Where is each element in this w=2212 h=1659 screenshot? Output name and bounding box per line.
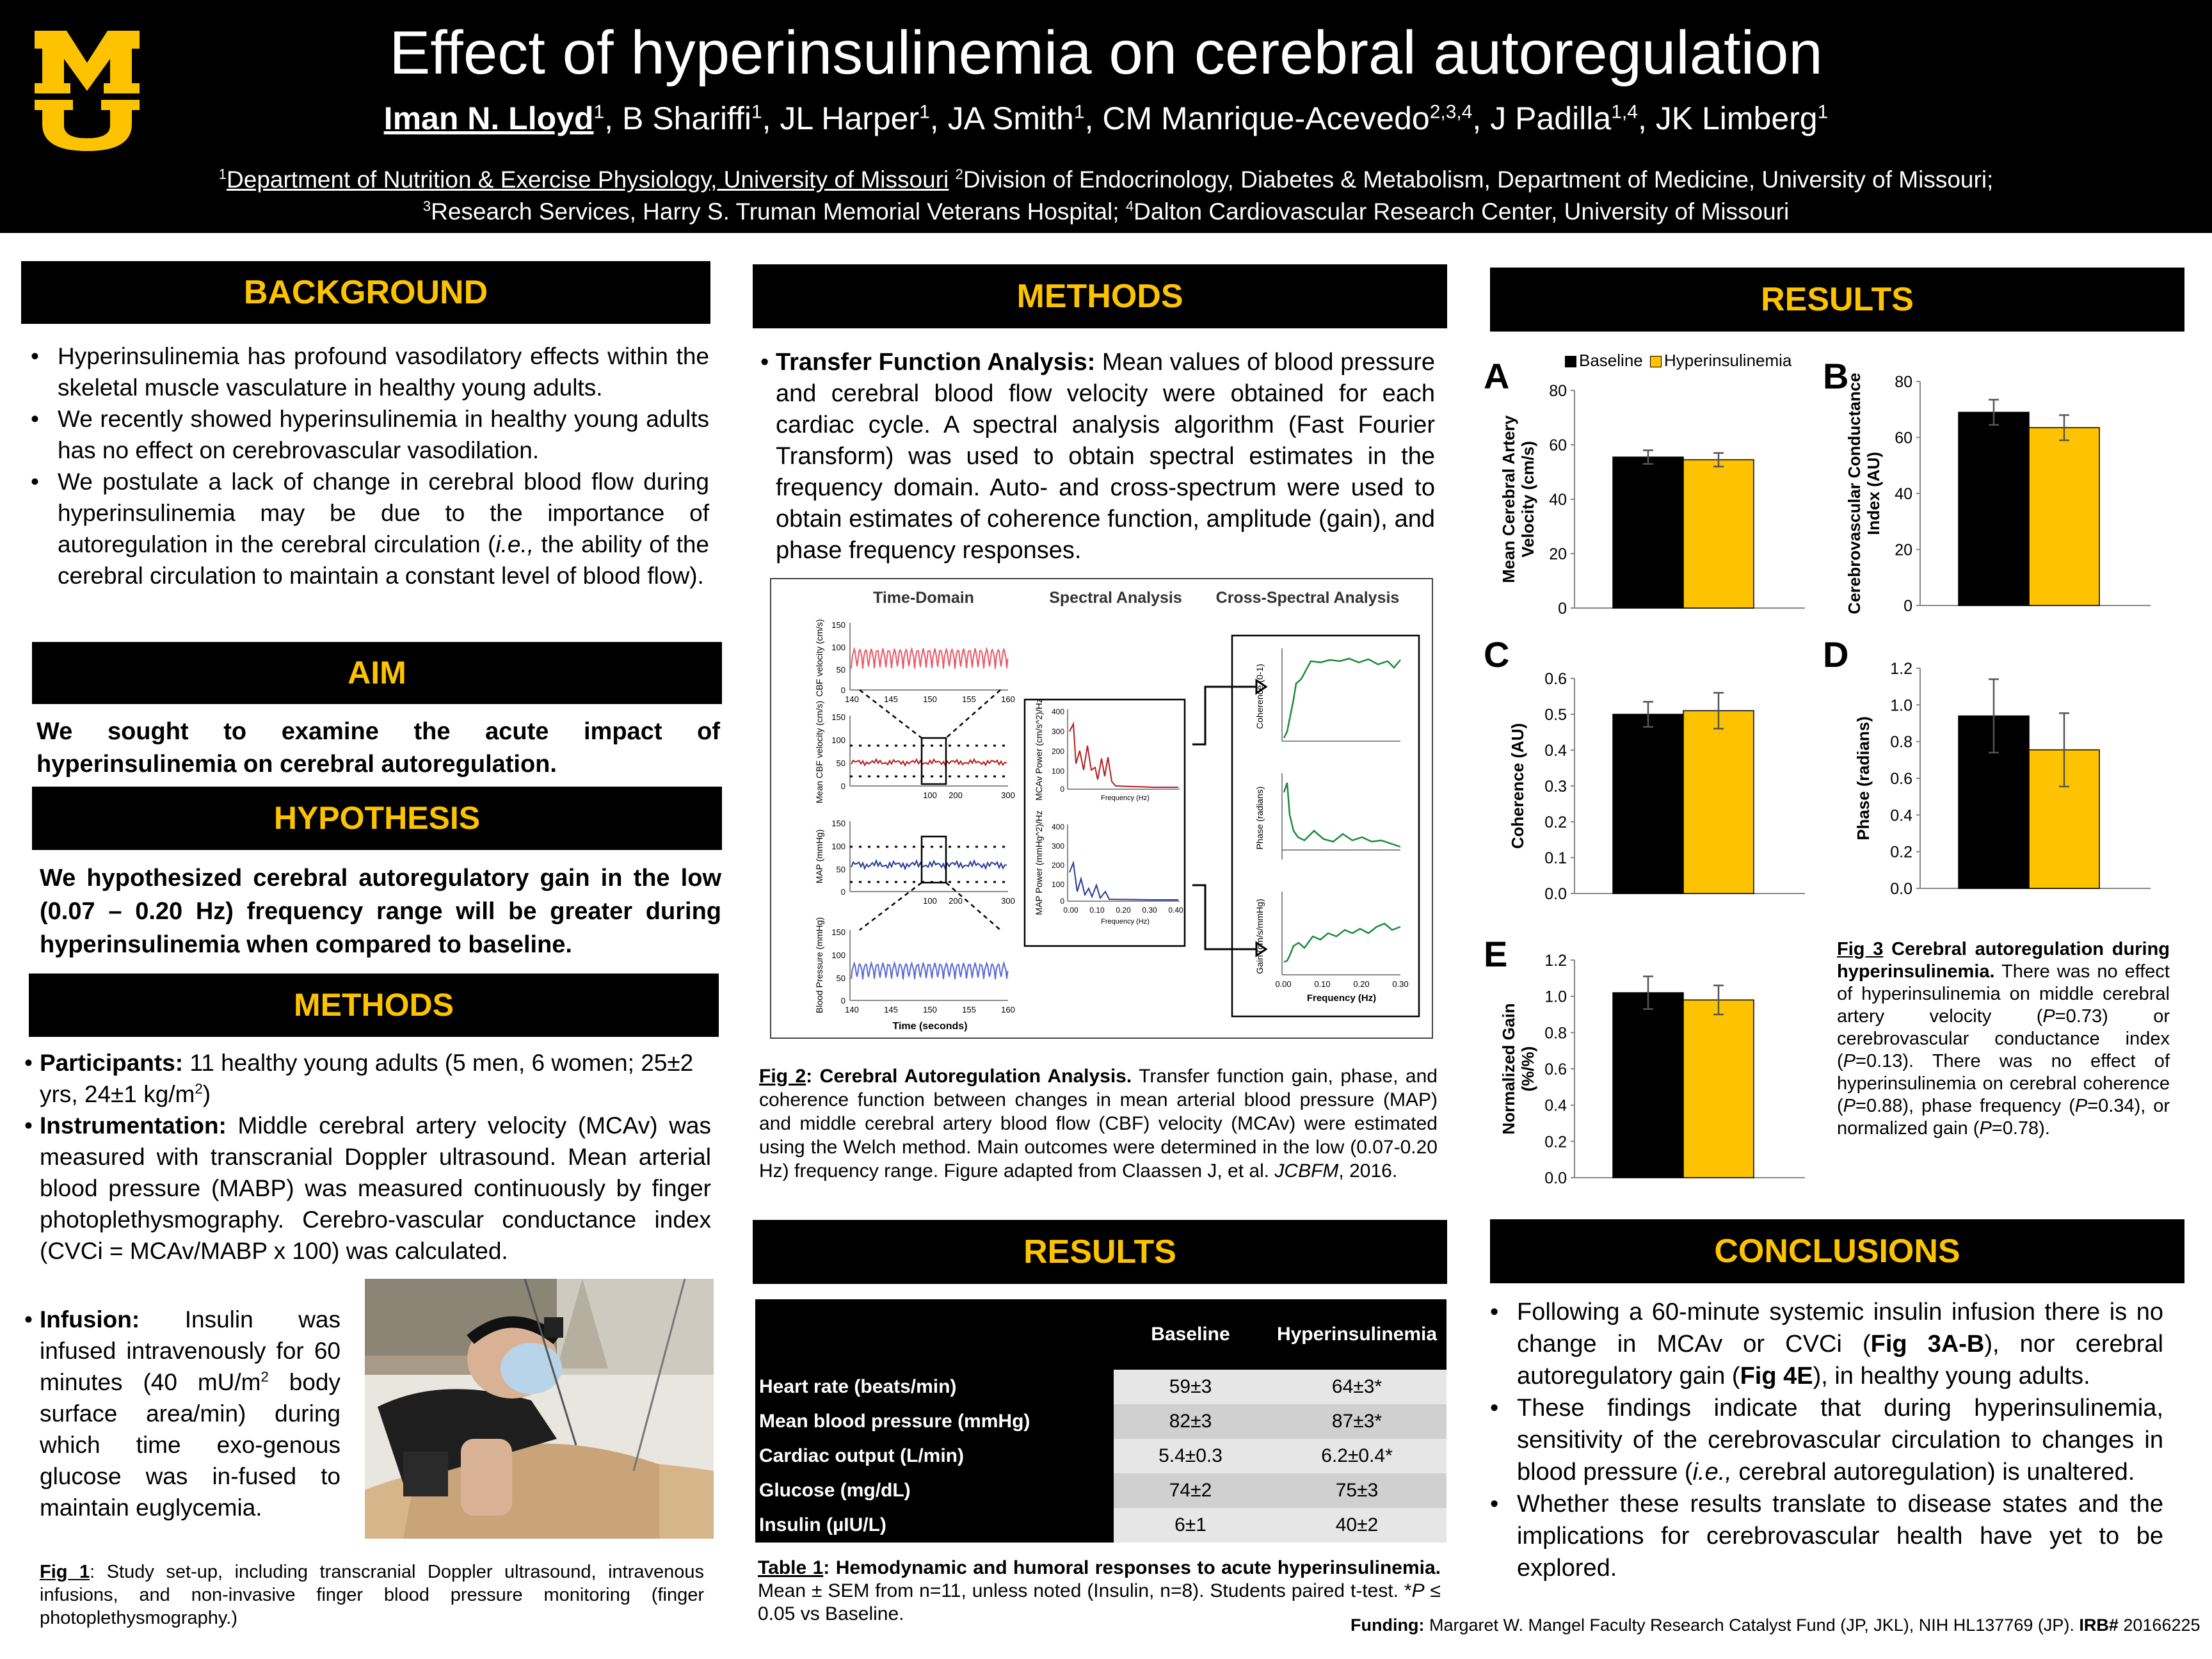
bar-hyperinsulinemia <box>1683 460 1754 608</box>
y-axis-label-line: Normalized Gain <box>1499 1003 1518 1135</box>
tick-label: 80 <box>1549 382 1567 400</box>
tick-label: 40 <box>1895 485 1912 503</box>
caption-italic: P <box>2074 1096 2088 1116</box>
list-item <box>24 1047 711 1110</box>
bar-baseline <box>1613 714 1683 894</box>
tick-label: 0.4 <box>1544 1096 1567 1115</box>
table-row <box>755 1473 1447 1508</box>
irb-label: IRB# <box>2079 1615 2119 1635</box>
table-row <box>755 1508 1447 1543</box>
infusion-text: body surface area/min) during which time exo-genous glucose was in-fused to maintain euglycemia. <box>40 1369 341 1521</box>
axis-label: MAP (mmHg) <box>814 829 824 884</box>
list-item-text: We postulate a lack of change in cerebral blood flow during hyperinsulinemia may be due to the importance of autoregulation in the cerebral circulation ( <box>58 469 709 557</box>
tick-label: 150 <box>923 694 937 704</box>
y-axis-label-line: Velocity (cm/s) <box>1518 440 1537 558</box>
row-label: Heart rate (beats/min) <box>755 1370 1114 1404</box>
tick-label: 200 <box>1051 861 1064 870</box>
affiliation-number: 4 <box>1125 198 1134 214</box>
tick-label: 0.6 <box>1890 770 1912 788</box>
figure-ref: Fig 4E <box>1740 1363 1813 1390</box>
fig2-caption <box>759 1064 1438 1183</box>
y-axis-label <box>1499 1003 1537 1134</box>
table-row <box>755 1370 1447 1404</box>
tick-label: 20 <box>1895 541 1912 559</box>
caption-text: ≤ 0.05 vs Baseline. <box>758 1580 1441 1624</box>
tick-label: 0.4 <box>1890 806 1912 825</box>
panel-letter-c: C <box>1484 634 1510 675</box>
list-item-text: ), nor cerebral autoregulatory gain ( <box>1517 1331 2163 1390</box>
list-item-emphasis: i.e., <box>1692 1459 1732 1486</box>
y-axis-label-line: Cerebrovascular Conductance <box>1845 373 1864 614</box>
author-affiliation: 1 <box>1817 101 1829 123</box>
list-item <box>1484 1296 2163 1392</box>
table-row <box>755 1439 1447 1473</box>
tick-label: 0 <box>1060 897 1064 906</box>
infusion-text: Insulin was infused intravenously for 60 minutes (40 mU/m <box>40 1306 341 1395</box>
tfa-list <box>760 347 1435 566</box>
instrumentation-text: Middle cerebral artery velocity (MCAv) was measured with transcranial Doppler ultrasound. Mean arterial blood pressure (MABP) was measured continuously by finger photoplethysmography. Cerebro-vascular conductance index (CVCi = MCAv/MABP x 100) was calculated. <box>40 1112 711 1264</box>
panel-letter-a: A <box>1484 356 1510 396</box>
poster-header <box>0 0 2212 233</box>
superscript: 2 <box>195 1080 203 1097</box>
y-axis-label: Coherence (AU) <box>1508 723 1527 849</box>
hyper-value: 64±3* <box>1267 1370 1447 1404</box>
affiliation-line-2 <box>0 196 2212 228</box>
tick-label: 0 <box>1903 597 1912 615</box>
tick-label: 140 <box>845 694 859 704</box>
tick-label: 100 <box>831 643 846 652</box>
bar-chart-c <box>1485 666 1818 922</box>
list-item-text: Following a 60-minute systemic insulin infusion there is no change in MCAv or CVCi ( <box>1517 1299 2163 1358</box>
tick-label: 140 <box>845 1005 859 1014</box>
caption-text: =0.78). <box>1991 1118 2050 1139</box>
tick-label: 160 <box>1001 694 1015 704</box>
funding-label: Funding: <box>1350 1615 1425 1635</box>
tick-label: 300 <box>1051 727 1064 736</box>
tick-label: 300 <box>1001 896 1015 906</box>
table-header-row <box>755 1299 1447 1370</box>
bar-chart-a <box>1485 371 1818 621</box>
fig2-diagram <box>770 578 1433 1039</box>
list-item: • Whether these results translate to disease states and the implications for cerebrovascular health have yet to be explored. <box>1484 1488 2163 1584</box>
tick-label: 40 <box>1549 491 1567 509</box>
row-label: Insulin (µIU/L) <box>755 1508 1114 1543</box>
author-name: JA Smith <box>947 100 1074 136</box>
tick-label: 60 <box>1895 429 1912 447</box>
caption-text: : Study set-up, including transcranial Doppler ultrasound, intravenous infusions, and non-invasive finger blood pressure monitoring (finger photoplethysmography.) <box>40 1562 704 1628</box>
tick-label: 0.4 <box>1544 742 1567 760</box>
aim-text: We sought to examine the acute impact of hyperinsulinemia on cerebral autoregulation. <box>36 718 720 778</box>
methods-heading-left: METHODS <box>29 974 719 1037</box>
tick-label: 50 <box>836 865 846 874</box>
author-affiliation: 1 <box>751 101 762 123</box>
caption-italic: P <box>1843 1051 1856 1071</box>
axis-label: MCAv Power (cm/s^2)/Hz <box>1034 698 1044 801</box>
caption-italic: P <box>1843 1096 1856 1116</box>
participants-text-end: ) <box>202 1081 211 1107</box>
axis-label: Phase (radians) <box>1254 786 1265 850</box>
tick-label: 145 <box>884 694 898 704</box>
y-axis-label <box>1845 373 1883 614</box>
hypothesis-text: We hypothesized cerebral autoregulatory gain in the low (0.07 – 0.20 Hz) frequency range will be greater during hyperinsulinemia when compared to baseline. <box>40 865 721 958</box>
list-item-text: These findings indicate that during hyperinsulinemia, sensitivity of the cerebrovascular circulation to changes in blood pressure ( <box>1517 1395 2163 1486</box>
panel-letter-e: E <box>1484 934 1508 974</box>
tick-label: 150 <box>831 927 846 937</box>
caption-journal: JCBFM <box>1274 1160 1339 1182</box>
background-list <box>24 341 709 591</box>
list-item <box>1484 1392 2163 1488</box>
tick-label: 400 <box>1051 707 1064 716</box>
tick-label: 0.2 <box>1890 843 1912 862</box>
aim-heading: AIM <box>32 642 722 704</box>
tick-label: 400 <box>1051 822 1064 831</box>
tick-label: 0 <box>1558 600 1567 618</box>
author-affiliation: 1,4 <box>1611 101 1638 123</box>
tick-label: 0.2 <box>1544 1133 1567 1151</box>
tick-label: 0.0 <box>1544 885 1567 903</box>
tick-label: 0.6 <box>1544 1061 1567 1078</box>
tick-label: 0 <box>840 887 846 897</box>
caption-label: Fig 3 <box>1837 939 1884 959</box>
list-item <box>24 466 709 591</box>
participants-label: Participants: <box>40 1050 184 1076</box>
caption-italic: P <box>1979 1118 1992 1139</box>
affiliation-number: 1 <box>218 166 227 182</box>
caption-italic: P <box>1411 1580 1425 1601</box>
poster-title: Effect of hyperinsulinemia on cerebral autoregulation <box>389 19 1823 87</box>
caption-text: Transfer function gain, phase, and coherence function between changes in mean arterial blood pressure (MAP) and middle cerebral artery blood flow (CBF) velocity (MCAv) were estimated using the Welch method. Main outcomes were determined in the low (0.07-0.20 Hz) frequency range. Figure adapted from Claassen J, et al. <box>759 1066 1438 1182</box>
tick-label: 100 <box>1051 767 1064 776</box>
tick-label: 100 <box>923 896 937 906</box>
results-heading-right: RESULTS <box>1490 268 2184 332</box>
results-heading-mid: RESULTS <box>753 1220 1447 1284</box>
tick-label: 0.3 <box>1544 778 1567 796</box>
axis-label: CBF velocity (cm/s) <box>814 619 824 697</box>
legend-swatch-hyper <box>1650 356 1662 367</box>
tick-label: 1.2 <box>1890 661 1912 678</box>
author-affiliation: 1 <box>1073 101 1085 123</box>
bar-hyperinsulinemia <box>1683 1000 1754 1178</box>
tfa-text: Mean values of blood pressure and cerebral blood flow velocity were obtained for each cardiac cycle. A spectral analysis algorithm (Fast Fourier Transform) was used to obtain spectral estimates in the frequency domain. Auto- and cross-spectrum were used to obtain estimates of coherence function, amplitude (gain), and phase frequency responses. <box>776 349 1435 564</box>
legend-swatch-baseline <box>1565 356 1576 367</box>
hypothesis-heading: HYPOTHESIS <box>32 787 722 850</box>
list-item-text: the ability of the cerebral circulation to maintain a constant level of blood flow). <box>58 531 710 589</box>
tick-label: 100 <box>1051 880 1064 889</box>
spectral-heading: Spectral Analysis <box>1049 589 1182 607</box>
tick-label: 100 <box>831 735 846 745</box>
hyper-value: 6.2±0.4* <box>1267 1439 1447 1473</box>
legend-label: Baseline <box>1579 351 1643 370</box>
tick-label: 0 <box>840 996 846 1006</box>
author-affiliation: 1 <box>919 101 930 123</box>
tick-label: 160 <box>1001 1005 1015 1014</box>
panel-letter-b: B <box>1823 356 1849 396</box>
legend-label: Hyperinsulinemia <box>1663 351 1792 370</box>
axis-label: Frequency (Hz) <box>1101 794 1150 802</box>
conclusions-list <box>1484 1296 2163 1584</box>
row-label: Mean blood pressure (mmHg) <box>755 1404 1114 1439</box>
list-item-emphasis: i.e., <box>495 531 534 557</box>
funding-note <box>1350 1615 2200 1635</box>
tick-label: 200 <box>1051 747 1064 756</box>
tick-label: 0.00 <box>1063 906 1078 915</box>
axis-label: Frequency (Hz) <box>1101 918 1150 926</box>
axis-label: Gain (cm/s/mmHg) <box>1254 899 1265 974</box>
bar-baseline <box>1959 412 2029 605</box>
hyper-value: 87±3* <box>1267 1404 1447 1439</box>
bar-chart-b <box>1824 370 2157 620</box>
tfa-label: Transfer Function Analysis: <box>776 349 1096 376</box>
infusion-list <box>24 1304 341 1523</box>
tick-label: 0.6 <box>1544 670 1567 688</box>
tick-label: 0.0 <box>1890 880 1912 898</box>
baseline-value: 74±2 <box>1114 1473 1267 1508</box>
author-name: CM Manrique-Acevedo <box>1102 100 1430 136</box>
tick-label: 155 <box>962 1005 976 1014</box>
tick-label: 0.00 <box>1275 979 1292 989</box>
y-axis-label-line: (%/%) <box>1518 1046 1537 1092</box>
panel-letter-d: D <box>1823 634 1849 675</box>
funding-text: Margaret W. Mangel Faculty Research Catalyst Fund (JP, JKL), NIH HL137769 (JP). <box>1424 1615 2080 1635</box>
tick-label: 0 <box>840 781 846 791</box>
list-item: • We recently showed hyperinsulinemia in healthy young adults has no effect on cerebrovascular vasodilation. <box>24 403 709 466</box>
caption-label: Table 1 <box>758 1557 824 1578</box>
hyper-value: 40±2 <box>1267 1508 1447 1543</box>
bar-hyperinsulinemia <box>1683 710 1754 894</box>
chart-legend <box>1565 351 1791 371</box>
caption-text: =0.73) or cerebrovascular conductance index ( <box>1837 1006 2170 1071</box>
superscript: 2 <box>260 1368 269 1385</box>
background-heading: BACKGROUND <box>21 261 710 324</box>
bar-chart-e <box>1485 952 1818 1190</box>
list-item <box>760 347 1435 566</box>
tick-label: 150 <box>831 712 846 722</box>
tick-label: 20 <box>1549 545 1567 563</box>
axis-label: Mean CBF velocity (cm/s) <box>814 700 824 804</box>
caption-title: Cerebral autoregulation during hyperinsulinemia. <box>1837 939 2170 982</box>
axis-label: MAP Power (mmHg^2)/Hz <box>1034 810 1044 915</box>
affiliation-line-1 <box>0 164 2212 196</box>
tick-label: 0.20 <box>1116 906 1131 915</box>
tick-label: 0.2 <box>1544 813 1567 831</box>
fig3-caption <box>1837 938 2170 1140</box>
tick-label: 60 <box>1549 437 1567 454</box>
table-header-cell: Baseline <box>1114 1299 1267 1370</box>
fig1-caption <box>40 1560 704 1630</box>
methods-list <box>24 1047 711 1267</box>
tick-label: 100 <box>831 950 846 960</box>
list-item <box>24 1304 341 1523</box>
caption-italic: P <box>2042 1006 2055 1027</box>
axis-label: Frequency (Hz) <box>1306 993 1377 1004</box>
row-label: Glucose (mg/dL) <box>755 1473 1114 1508</box>
caption-text: =0.34), or normalized gain ( <box>1837 1096 2170 1139</box>
instrumentation-label: Instrumentation: <box>40 1112 227 1139</box>
caption-text: , 2016. <box>1338 1160 1398 1182</box>
bar-baseline <box>1613 993 1683 1178</box>
tick-label: 1.2 <box>1544 952 1567 970</box>
tick-label: 0.30 <box>1392 979 1409 989</box>
tick-label: 50 <box>836 665 846 675</box>
tick-label: 80 <box>1895 373 1912 391</box>
y-axis-label-line: Mean Cerebral Artery <box>1499 415 1518 584</box>
table-row <box>755 1404 1447 1439</box>
baseline-value: 82±3 <box>1114 1404 1267 1439</box>
study-setup-photo <box>365 1279 714 1539</box>
author-name: Iman N. Lloyd <box>383 100 594 136</box>
affiliation-number: 2 <box>955 166 963 182</box>
figure-ref: Fig 3A-B <box>1870 1331 1985 1358</box>
axis-label: Time (seconds) <box>892 1021 968 1032</box>
caption-label: Fig 1 <box>40 1562 90 1582</box>
author-name: J Padilla <box>1490 100 1612 136</box>
tick-label: 0.10 <box>1314 979 1331 989</box>
conclusions-heading: CONCLUSIONS <box>1490 1219 2184 1283</box>
author-list: Iman N. Lloyd$^1$, B Shariffi$^1$, JL Harper$^1$, JA Smith$^1$, CM Manrique-Acevedo$^{2,3,4}$, J Padilla$^{1,4}$, JK Limberg$^1$ <box>383 100 1829 136</box>
cross-spectral-heading: Cross-Spectral Analysis <box>1215 589 1400 607</box>
affiliation-text: Dalton Cardiovascular Research Center, University of Missouri <box>1134 198 1790 225</box>
author-affiliation: 2,3,4 <box>1429 101 1473 123</box>
baseline-value: 5.4±0.3 <box>1114 1439 1267 1473</box>
y-axis-label <box>1499 415 1537 583</box>
tick-label: 150 <box>831 819 846 828</box>
baseline-value: 59±3 <box>1114 1370 1267 1404</box>
participants-text: 11 healthy young adults (5 men, 6 women; 25±2 yrs, 24±1 kg/m <box>40 1050 694 1107</box>
table1-caption <box>758 1557 1441 1626</box>
tick-label: 0 <box>840 685 846 695</box>
tick-label: 0.30 <box>1142 906 1157 915</box>
table-header-cell: Hyperinsulinemia <box>1267 1299 1447 1370</box>
tick-label: 145 <box>884 1005 898 1014</box>
methods-heading-mid: METHODS <box>753 264 1447 328</box>
list-item: • Hyperinsulinemia has profound vasodilatory effects within the skeletal muscle vasculature in healthy young adults. <box>24 341 709 403</box>
tick-label: 155 <box>962 694 976 704</box>
tick-label: 0 <box>1060 785 1064 794</box>
list-item <box>24 1110 711 1267</box>
y-axis-label-line: Index (AU) <box>1864 452 1883 535</box>
tick-label: 200 <box>949 790 963 800</box>
tick-label: 0.8 <box>1544 1024 1567 1043</box>
list-item-text: cerebral autoregulation) is unaltered. <box>1731 1459 2135 1486</box>
tick-label: 0.8 <box>1890 733 1912 751</box>
tick-label: 300 <box>1001 790 1015 800</box>
author-affiliation: 1 <box>593 101 605 123</box>
affiliation-number: 3 <box>422 198 431 214</box>
axis-label: Coherence (0-1) <box>1254 664 1265 729</box>
bar-baseline <box>1613 457 1683 608</box>
tick-label: 0.1 <box>1544 849 1567 867</box>
tick-label: 150 <box>923 1005 937 1014</box>
tick-label: 100 <box>923 790 937 800</box>
tick-label: 0.5 <box>1544 706 1567 724</box>
list-item-text: ), in healthy young adults. <box>1813 1363 2090 1390</box>
affiliation-text: Research Services, Harry S. Truman Memorial Veterans Hospital; <box>431 198 1126 225</box>
affiliation-text: Division of Endocrinology, Diabetes & Metabolism, Department of Medicine, University of Missouri; <box>963 166 1994 193</box>
tick-label: 150 <box>831 620 846 630</box>
author-name: B Shariffi <box>621 100 751 136</box>
affiliation-dept: Department of Nutrition & Exercise Physiology, University of Missouri <box>227 166 949 193</box>
tick-label: 0.20 <box>1353 979 1370 989</box>
tick-label: 200 <box>949 896 963 906</box>
caption-text: =0.13). There was no effect of hyperinsulinemia on cerebral coherence ( <box>1837 1051 2170 1116</box>
tick-label: 1.0 <box>1544 988 1567 1006</box>
caption-text: There was no effect of hyperinsulinemia on middle cerebral artery velocity ( <box>1837 961 2170 1027</box>
caption-text: =0.88), phase frequency ( <box>1855 1096 2075 1116</box>
tick-label: 0.10 <box>1089 906 1105 915</box>
author-name: JK Limberg <box>1655 100 1818 136</box>
caption-title: : Cerebral Autoregulation Analysis. <box>806 1066 1132 1087</box>
tick-label: 100 <box>831 842 846 851</box>
caption-text: Mean ± SEM from n=11, unless noted (Insulin, n=8). Students paired t-test. * <box>758 1580 1412 1601</box>
table-header-cell <box>755 1299 1114 1370</box>
caption-label: Fig 2 <box>759 1066 806 1087</box>
results-table <box>755 1299 1447 1543</box>
tick-label: 0.0 <box>1544 1169 1567 1187</box>
hyper-value: 75±3 <box>1267 1473 1447 1508</box>
author-name: JL Harper <box>780 100 920 136</box>
tick-label: 50 <box>836 758 846 768</box>
irb-number: 20166225 <box>2118 1615 2200 1635</box>
baseline-value: 6±1 <box>1114 1508 1267 1543</box>
tick-label: 300 <box>1051 842 1064 851</box>
y-axis-label: Phase (radians) <box>1854 716 1873 840</box>
tick-label: 0.40 <box>1168 906 1183 915</box>
bar-chart-d <box>1824 661 2157 917</box>
axis-label: Blood Pressure (mmHg) <box>814 917 824 1014</box>
caption-title: : Hemodynamic and humoral responses to acute hyperinsulinemia. <box>823 1557 1441 1578</box>
infusion-label: Infusion: <box>40 1306 140 1333</box>
row-label: Cardiac output (L/min) <box>755 1439 1114 1473</box>
tick-label: 50 <box>836 974 846 983</box>
time-domain-heading: Time-Domain <box>873 589 974 607</box>
bar-hyperinsulinemia <box>2029 428 2099 605</box>
tick-label: 1.0 <box>1890 696 1912 715</box>
